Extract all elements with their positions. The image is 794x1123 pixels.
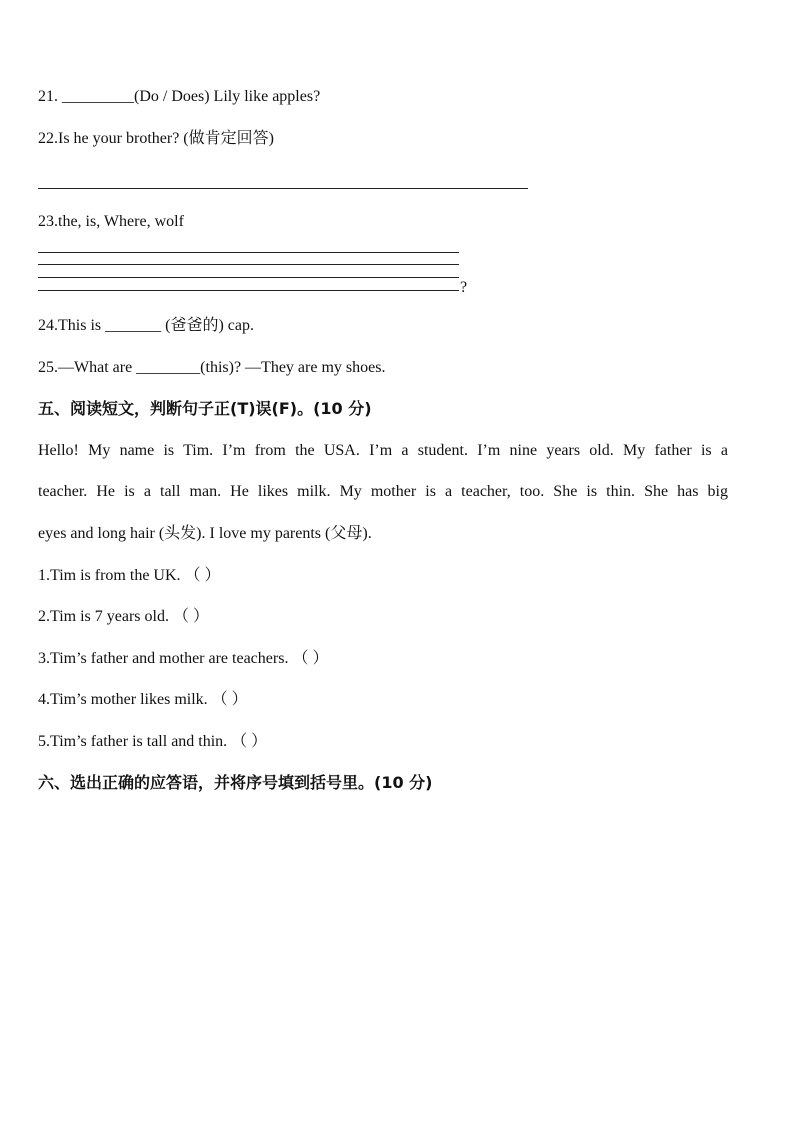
question-23: 23.the, is, Where, wolf bbox=[38, 213, 184, 230]
passage-line-3: eyes and long hair (头发). I love my parents (父母). bbox=[38, 525, 372, 542]
statement-2: 2.Tim is 7 years old. （ ） bbox=[38, 608, 209, 625]
answer-line-23-2[interactable] bbox=[38, 264, 459, 265]
answer-line-22[interactable] bbox=[38, 188, 528, 189]
statement-1: 1.Tim is from the UK. （ ） bbox=[38, 567, 221, 584]
question-23-mark: ? bbox=[460, 279, 468, 296]
answer-line-23-4[interactable] bbox=[38, 290, 459, 291]
passage-line-1: Hello! My name is Tim. I’m from the USA. I’m a student. I’m nine years old. My father is a bbox=[38, 442, 728, 459]
statement-3: 3.Tim’s father and mother are teachers. （ ） bbox=[38, 650, 329, 667]
statement-5: 5.Tim’s father is tall and thin. （ ） bbox=[38, 733, 268, 750]
section-6-heading: 六、选出正确的应答语，并将序号填到括号里。(10 分) bbox=[38, 773, 433, 792]
section-5-heading: 五、阅读短文，判断句子正(T)误(F)。(10 分) bbox=[38, 399, 372, 418]
answer-line-23-1[interactable] bbox=[38, 252, 459, 253]
question-25: 25.—What are ________(this)? —They are my shoes. bbox=[38, 359, 386, 376]
question-21: 21. _________(Do / Does) Lily like apples? bbox=[38, 88, 321, 105]
question-22: 22.Is he your brother? (做肯定回答) bbox=[38, 130, 274, 147]
statement-4: 4.Tim’s mother likes milk. （ ） bbox=[38, 691, 248, 708]
question-24: 24.This is _______ (爸爸的) cap. bbox=[38, 317, 254, 334]
passage-line-2: teacher. He is a tall man. He likes milk. My mother is a teacher, too. She is thin. She has big bbox=[38, 483, 728, 500]
answer-line-23-3[interactable] bbox=[38, 277, 459, 278]
